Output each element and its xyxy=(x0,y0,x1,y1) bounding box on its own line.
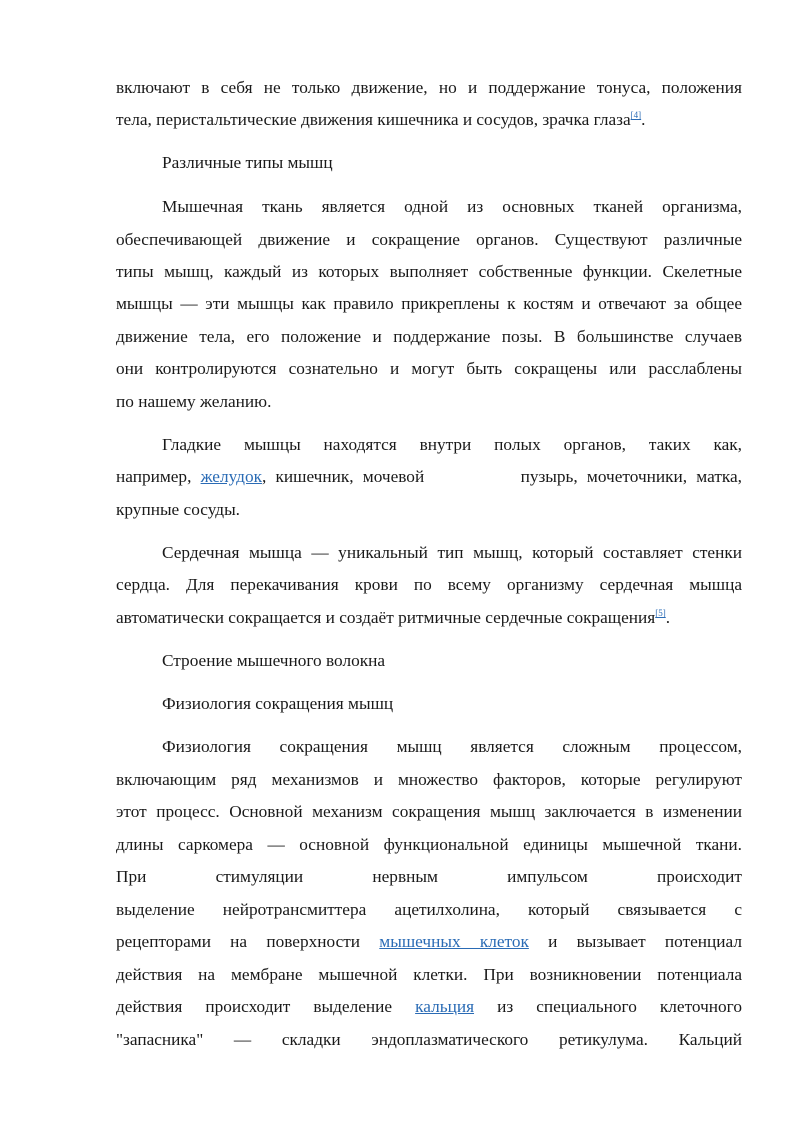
paragraph-line xyxy=(116,108,742,132)
paragraph-line: мышцы — эти мышцы как правило прикреплены к костям и отвечают за общее xyxy=(116,294,742,313)
text-span: , кишечник, мочевой xyxy=(261,467,425,486)
paragraph-line xyxy=(116,606,742,630)
paragraph-line: При стимуляции нервным импульсом происходит xyxy=(116,867,742,886)
paragraph-line: выделение нейротрансмиттера ацетилхолина, который связывается с xyxy=(116,900,742,919)
paragraph-line: включающим ряд механизмов и множество факторов, которые регулируют xyxy=(116,770,742,789)
paragraph-line xyxy=(116,465,742,489)
paragraph-line: движение тела, его положение и поддержание позы. В большинстве случаев xyxy=(116,327,742,346)
link-stomach[interactable]: желудок xyxy=(200,467,262,486)
text-span: и вызывает потенциал xyxy=(528,932,742,951)
paragraph-line: длины саркомера — основной функциональной единицы мышечной ткани. xyxy=(116,835,742,854)
text-span: рецепторами на поверхности xyxy=(116,932,380,951)
paragraph-line: этот процесс. Основной механизм сокращения мышц заключается в изменении xyxy=(116,802,742,821)
paragraph-line: типы мышц, каждый из которых выполняет собственные функции. Скелетные xyxy=(116,262,742,281)
paragraph-line: включают в себя не только движение, но и поддержание тонуса, положения xyxy=(116,78,742,97)
paragraph-line: крупные сосуды. xyxy=(116,500,241,519)
paragraph-line xyxy=(116,930,742,954)
paragraph-line: Мышечная ткань является одной из основных тканей организма, xyxy=(162,197,742,216)
paragraph-line: обеспечивающей движение и сокращение органов. Существуют различные xyxy=(116,230,742,249)
paragraph-line: "запасника" — складки эндоплазматического ретикулума. Кальций xyxy=(116,1030,742,1049)
paragraph-line: по нашему желанию. xyxy=(116,392,272,411)
paragraph-line: Физиология сокращения мышц является сложным процессом, xyxy=(162,737,742,756)
text-span: . xyxy=(665,608,671,627)
text-span: . xyxy=(641,110,646,129)
footnote-link-5[interactable]: [5] xyxy=(655,608,666,618)
paragraph-line xyxy=(116,995,742,1019)
text-span: тела, перистальтические движения кишечника и сосудов, зрачка глаза xyxy=(116,110,631,129)
text-span: автоматически сокращается и создаёт ритмичные сердечные сокращения xyxy=(116,608,656,627)
paragraph-line: сердца. Для перекачивания крови по всему организму сердечная мышца xyxy=(116,575,742,594)
section-heading: Различные типы мышц xyxy=(162,153,333,172)
section-heading: Строение мышечного волокна xyxy=(162,651,386,670)
footnote-link-4[interactable]: [4] xyxy=(630,110,642,120)
paragraph-line: Гладкие мышцы находятся внутри полых органов, таких как, xyxy=(162,435,742,454)
link-muscle-cells[interactable]: мышечных клеток xyxy=(379,932,529,951)
section-heading: Физиология сокращения мышц xyxy=(162,694,394,713)
link-calcium[interactable]: кальция xyxy=(415,997,475,1016)
paragraph-line: Сердечная мышца — уникальный тип мышц, который составляет стенки xyxy=(162,543,742,562)
paragraph-line: они контролируются сознательно и могут быть сокращены или расслаблены xyxy=(116,359,742,378)
text-span: например, xyxy=(116,467,201,486)
text-span: действия происходит выделение xyxy=(116,997,416,1016)
text-span: пузырь, мочеточники, матка, xyxy=(520,467,742,486)
paragraph-line: действия на мембране мышечной клетки. При возникновении потенциала xyxy=(116,965,742,984)
text-span: из специального клеточного xyxy=(474,997,742,1016)
